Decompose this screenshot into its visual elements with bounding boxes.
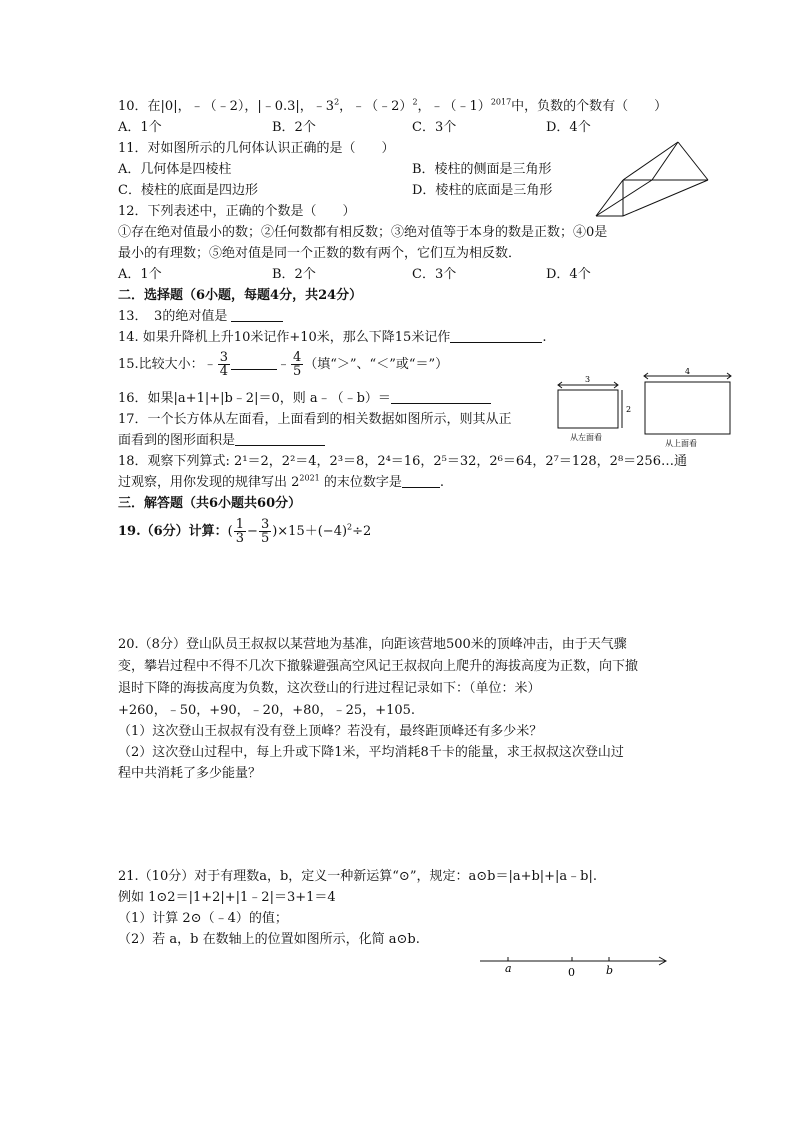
- q14-end: .: [542, 330, 547, 345]
- q12-option-a: A．1个: [118, 267, 162, 282]
- q15: [118, 350, 448, 380]
- fraction-numerator: 4: [292, 350, 302, 365]
- q16: [118, 390, 491, 408]
- q14-answer-blank[interactable]: [450, 330, 542, 343]
- q19-label: 19.（6分）计算：: [118, 524, 228, 539]
- q11-stem: 11．对如图所示的几何体认识正确的是（ ）: [118, 141, 395, 156]
- q21-sub2: （2）若 a，b 在数轴上的位置如图所示，化简 a⊙b.: [118, 932, 420, 947]
- q13-answer-blank[interactable]: [231, 309, 283, 322]
- q10-stem: [118, 98, 667, 116]
- prism-edge: [623, 142, 678, 180]
- q18-line2: [118, 474, 444, 492]
- q21-line2: 例如 1⊙2＝|1+2|+|1﹣2|＝3+1＝4: [118, 890, 336, 905]
- q15-prefix: 15.比较大小：﹣: [118, 357, 217, 372]
- q10-stem-part: ，﹣（﹣1）: [417, 99, 491, 114]
- prism-edge: [678, 142, 708, 180]
- q15-fraction-1: [218, 351, 230, 378]
- q19-paren: (: [227, 524, 233, 539]
- q19: [118, 516, 371, 548]
- q10-option-a: A．1个: [118, 120, 162, 135]
- left-view-caption: 从左面看: [570, 433, 602, 442]
- left-view-rectangle: [558, 390, 618, 428]
- q20-line4: +260，﹣50，+90，﹣20，+80，﹣25，+105.: [118, 703, 416, 718]
- q15-answer-blank[interactable]: [231, 357, 277, 370]
- top-view-rectangle: [645, 382, 730, 434]
- fraction-denominator: 5: [292, 364, 302, 379]
- q11-option-c: C．棱柱的底面是四边形: [118, 183, 258, 198]
- q18-line1: 18．观察下列算式: 2¹＝2，2²＝4，2³＝8，2⁴＝16，2⁵＝32，2⁶＝64，2⁷＝128，2⁸＝256…通: [118, 454, 687, 469]
- prism-figure: [588, 138, 714, 220]
- fraction-numerator: 1: [235, 517, 245, 532]
- prism-edge: [652, 142, 678, 180]
- q11-option-d: D．棱柱的底面是三角形: [412, 183, 553, 198]
- q10-stem-part: 中，负数的个数有（ ）: [511, 99, 668, 114]
- label-a: a: [505, 962, 512, 975]
- q10-option-c: C．3个: [412, 120, 457, 135]
- fraction-denominator: 4: [219, 364, 228, 379]
- top-view-caption: 从上面看: [665, 439, 697, 448]
- q20-line1: 20.（8分）登山队员王叔叔以某营地为基准，向距该营地500米的顶峰冲击，由于天气骤: [118, 637, 627, 652]
- fraction-numerator: 3: [219, 350, 228, 365]
- prism-edge: [596, 180, 623, 216]
- fraction-numerator: 3: [260, 517, 270, 532]
- q19-expression: )×15＋(−4): [272, 524, 348, 539]
- number-line: [476, 950, 672, 980]
- q11-option-b: B．棱柱的侧面是三角形: [412, 162, 552, 177]
- q21-sub1: （1）计算 2⊙（﹣4）的值；: [118, 911, 288, 926]
- label-b: b: [606, 964, 614, 977]
- q18-text: 过观察，用你发现的规律写出 2: [118, 475, 300, 490]
- label-zero: 0: [568, 966, 575, 979]
- q12-stem: 12．下列表述中，正确的个数是（ ）: [118, 204, 356, 219]
- prism-edge: [596, 180, 652, 216]
- q16-text: 16．如果|a+1|+|b﹣2|＝0，则 a﹣（﹣b）＝: [118, 391, 391, 406]
- fraction-denominator: 3: [235, 531, 245, 546]
- q18-answer-blank[interactable]: [402, 475, 440, 488]
- q13-text: 13． 3的绝对值是: [118, 309, 228, 324]
- q20-sub1: （1）这次登山王叔叔有没有登上顶峰？若没有，最终距顶峰还有多少米？: [118, 724, 543, 739]
- q11-option-a: A．几何体是四棱柱: [118, 162, 232, 177]
- q12-line1: ①存在绝对值最小的数；②任何数都有相反数；③绝对值等于本身的数是正数；④0是: [118, 225, 608, 240]
- q18-end: .: [439, 475, 445, 490]
- q21-line1: 21.（10分）对于有理数a，b，定义一种新运算“⊙”，规定：a⊙b＝|a+b|+|a﹣b|.: [118, 869, 598, 884]
- q17-figure: [555, 368, 735, 450]
- q18-exponent: 2021: [299, 473, 320, 483]
- q15-suffix: （填“＞”、“＜”或“＝”）: [304, 357, 449, 372]
- q10-option-b: B．2个: [272, 120, 316, 135]
- q14-text: 14. 如果升降机上升10米记作+10米，那么下降15米记作: [118, 330, 451, 345]
- q10-stem-part: ，﹣（﹣2）: [339, 99, 413, 114]
- q17-line2: [118, 432, 325, 450]
- section-2-heading: 二．选择题（6小题，每题4分，共24分）: [118, 288, 363, 303]
- q10-sup: 2: [334, 97, 340, 107]
- section-3-heading: 三．解答题（共6小题共60分）: [118, 496, 302, 511]
- q19-expression-tail: ÷2: [352, 524, 372, 539]
- q16-answer-blank[interactable]: [391, 391, 491, 404]
- q19-minus: −: [247, 524, 258, 539]
- q10-sup: 2: [412, 97, 418, 107]
- q12-option-b: B．2个: [272, 267, 316, 282]
- q20-sub2b: 程中共消耗了多少能量？: [118, 766, 262, 781]
- q10-option-d: D．4个: [546, 120, 591, 135]
- prism-edge: [623, 180, 708, 216]
- q20-line2: 变，攀岩过程中不得不几次下撤躲避强高空风记王叔叔向上爬升的海拔高度为正数，向下撤: [118, 659, 639, 674]
- q19-exponent: 2: [347, 522, 353, 532]
- top-width-label: 4: [685, 368, 691, 376]
- q19-fraction-2: [259, 518, 271, 545]
- q19-fraction-1: [234, 518, 246, 545]
- q15-minus: ﹣: [276, 357, 290, 372]
- q20-sub2a: （2）这次登山过程中，每上升或下降1米，平均消耗8千卡的能量，求王叔叔这次登山过: [118, 745, 624, 760]
- left-height-label: 2: [626, 405, 632, 414]
- q15-fraction-2: [291, 351, 303, 378]
- q17-line1: 17．一个长方体从左面看，上面看到的相关数据如图所示，则其从正: [118, 412, 512, 427]
- q12-option-c: C．3个: [412, 267, 457, 282]
- q17-text: 面看到的图形面积是: [118, 433, 236, 448]
- q10-stem-part: 10．在|0|，﹣（﹣2），|﹣0.3|，﹣3: [118, 99, 335, 114]
- q10-sup: 2017: [490, 97, 512, 107]
- q13: [118, 308, 283, 326]
- q20-line3: 退时下降的海拔高度为负数，这次登山的行进过程记录如下：（单位：米）: [118, 681, 541, 696]
- q18-text: 的末位数字是: [319, 475, 402, 490]
- q12-option-d: D．4个: [546, 267, 591, 282]
- fraction-denominator: 5: [260, 531, 270, 546]
- q12-line2: 最小的有理数；⑤绝对值是同一个正数的数有两个，它们互为相反数．: [118, 246, 522, 261]
- q14: [118, 329, 546, 347]
- q17-answer-blank[interactable]: [235, 433, 325, 446]
- left-width-label: 3: [585, 375, 591, 384]
